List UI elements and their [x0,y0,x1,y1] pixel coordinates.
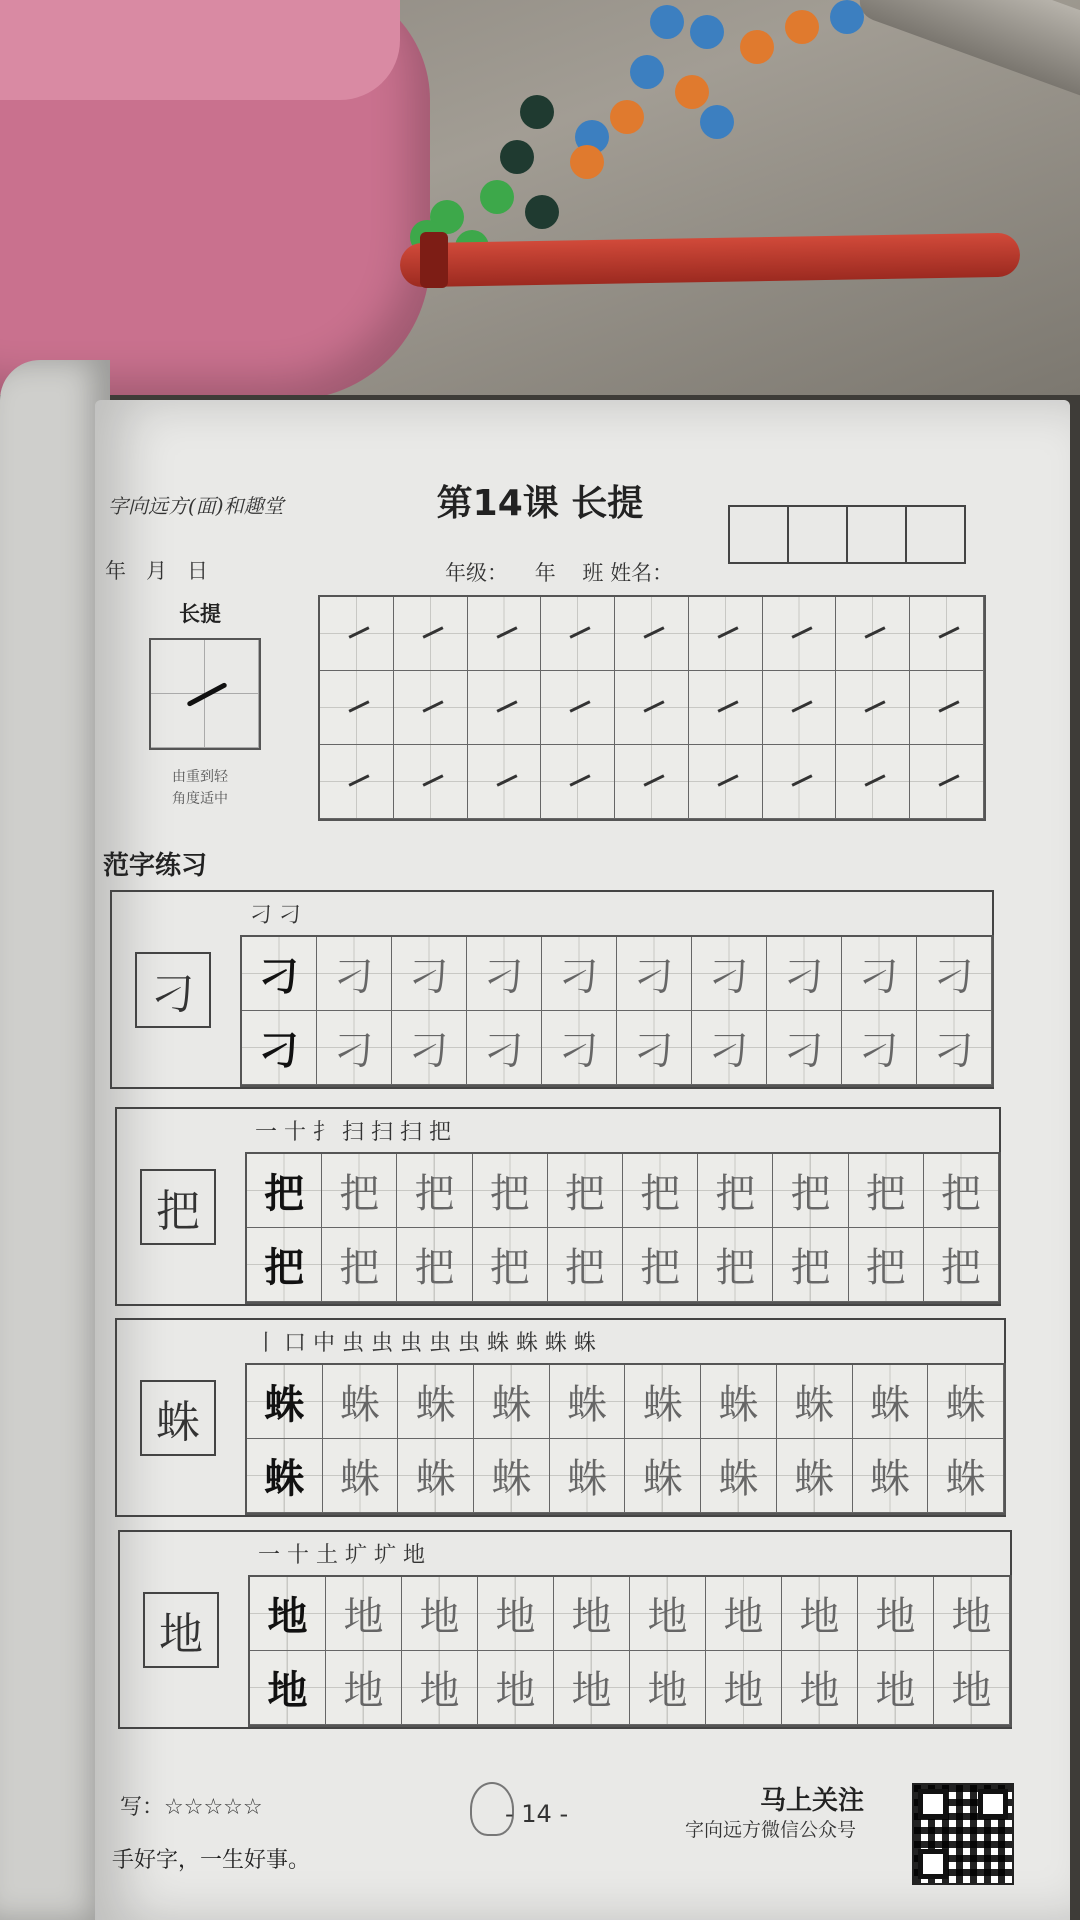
model-character-cell[interactable]: 蛛 [247,1439,323,1513]
traced-character-cell[interactable]: 地 [402,1577,478,1651]
stroke-hint [115,766,285,810]
model-character-box: 地 [143,1592,219,1668]
stroke-practice-cell[interactable] [615,597,689,671]
rising-stroke-icon [570,626,591,638]
model-character-box: 把 [140,1169,216,1245]
rising-stroke-icon [186,682,227,707]
traced-character-cell[interactable]: 地 [630,1651,706,1725]
stroke-order: 刁 刁 [250,903,301,928]
traced-character-cell[interactable]: 地 [326,1577,402,1651]
traced-character-cell[interactable]: 刁 [767,1011,842,1085]
rising-stroke-icon [865,700,886,712]
traced-character-cell[interactable]: 把 [397,1154,472,1228]
traced-character-cell[interactable]: 地 [326,1651,402,1725]
stroke-label: 长提 [179,602,221,626]
traced-character-cell[interactable]: 把 [548,1154,623,1228]
traced-character-cell[interactable]: 蛛 [398,1439,474,1513]
stroke-practice-cell[interactable] [910,671,984,745]
rising-stroke-icon [644,626,665,638]
stroke-practice-cell[interactable] [468,745,542,819]
traced-character-cell[interactable]: 蛛 [777,1439,853,1513]
model-character-cell[interactable]: 蛛 [247,1365,323,1439]
traced-character-cell[interactable]: 蛛 [928,1365,1004,1439]
rising-stroke-icon [939,774,960,786]
traced-character-cell[interactable]: 刁 [542,937,617,1011]
stroke-practice-cell[interactable] [689,745,763,819]
traced-character-cell[interactable]: 把 [849,1228,924,1302]
rising-stroke-icon [717,700,738,712]
rising-stroke-icon [496,626,517,638]
traced-character-cell[interactable]: 把 [924,1228,999,1302]
traced-character-cell[interactable]: 地 [934,1651,1010,1725]
traced-character-cell[interactable]: 刁 [617,1011,692,1085]
traced-character-cell[interactable]: 蛛 [323,1365,399,1439]
stroke-practice-cell[interactable] [320,597,394,671]
character-practice-grid [248,1575,1012,1727]
traced-character-cell[interactable]: 蛛 [853,1439,929,1513]
stroke-practice-cell[interactable] [320,671,394,745]
traced-character-cell[interactable]: 刁 [467,1011,542,1085]
traced-character-cell[interactable]: 地 [858,1577,934,1651]
traced-character-cell[interactable]: 地 [706,1651,782,1725]
rising-stroke-icon [644,774,665,786]
traced-character-cell[interactable]: 刁 [467,937,542,1011]
character-practice-grid [245,1363,1006,1515]
stroke-practice-cell[interactable] [763,597,837,671]
stroke-practice-cell[interactable] [541,745,615,819]
traced-character-cell[interactable]: 蛛 [323,1439,399,1513]
rising-stroke-icon [939,700,960,712]
stroke-order: 一 十 扌 扫 扫 扫 把 [255,1120,451,1145]
section-title: 范字练习 [103,851,208,881]
grade-name-line: 年级： 年 班 姓名： [445,561,674,585]
stroke-demo-panel [115,598,315,818]
stroke-hint-line1: 由重到轻 [172,769,228,785]
traced-character-cell[interactable]: 蛛 [701,1439,777,1513]
traced-character-cell[interactable]: 蛛 [398,1365,474,1439]
rising-stroke-icon [570,700,591,712]
stroke-order: 丨 口 中 虫 虫 虫 虫 虫 蛛 蛛 蛛 蛛 [255,1331,596,1356]
stroke-practice-cell[interactable] [910,745,984,819]
traced-character-cell[interactable]: 蛛 [625,1365,701,1439]
traced-character-cell[interactable]: 蛛 [474,1439,550,1513]
stroke-practice-cell[interactable] [836,671,910,745]
traced-character-cell[interactable]: 地 [782,1577,858,1651]
model-character-cell[interactable]: 地 [250,1651,326,1725]
rising-stroke-icon [348,626,369,638]
traced-character-cell[interactable]: 刁 [692,1011,767,1085]
stroke-practice-cell[interactable] [763,745,837,819]
traced-character-cell[interactable]: 把 [849,1154,924,1228]
rising-stroke-icon [644,700,665,712]
stroke-practice-grid [318,595,986,821]
stroke-practice-cell[interactable] [615,671,689,745]
stroke-practice-cell[interactable] [689,597,763,671]
publisher-logo-text: 字向远方(面)和趣堂 [108,494,284,518]
character-practice-grid [245,1152,1001,1304]
traced-character-cell[interactable]: 蛛 [777,1365,853,1439]
rising-stroke-icon [496,774,517,786]
traced-character-cell[interactable]: 地 [402,1651,478,1725]
stroke-practice-cell[interactable] [468,597,542,671]
stroke-practice-cell[interactable] [541,597,615,671]
stroke-hint-line2: 角度适中 [172,791,228,807]
stroke-practice-cell[interactable] [910,597,984,671]
traced-character-cell[interactable]: 把 [623,1154,698,1228]
model-character-cell[interactable]: 把 [247,1154,322,1228]
page-number: - 14 - [505,1800,569,1828]
traced-character-cell[interactable]: 刁 [692,937,767,1011]
rising-stroke-icon [939,626,960,638]
traced-character-cell[interactable]: 蛛 [853,1365,929,1439]
traced-character-cell[interactable]: 把 [548,1228,623,1302]
traced-character-cell[interactable]: 把 [322,1228,397,1302]
traced-character-cell[interactable]: 把 [698,1228,773,1302]
traced-character-cell[interactable]: 蛛 [550,1439,626,1513]
stroke-practice-cell[interactable] [689,671,763,745]
stroke-practice-cell[interactable] [763,671,837,745]
traced-character-cell[interactable]: 地 [934,1577,1010,1651]
traced-character-cell[interactable]: 刁 [917,937,992,1011]
traced-character-cell[interactable]: 蛛 [625,1439,701,1513]
pink-pencil-case [0,0,430,400]
traced-character-cell[interactable]: 蛛 [928,1439,1004,1513]
traced-character-cell[interactable]: 地 [858,1651,934,1725]
traced-character-cell[interactable]: 地 [630,1577,706,1651]
rising-stroke-icon [791,700,812,712]
traced-character-cell[interactable]: 刁 [842,1011,917,1085]
wechat-label: 字向远方微信公众号 [685,1819,857,1841]
rising-stroke-icon [348,774,369,786]
rising-stroke-icon [865,626,886,638]
traced-character-cell[interactable]: 地 [554,1651,630,1725]
rising-stroke-icon [865,774,886,786]
rising-stroke-icon [791,626,812,638]
stroke-practice-cell[interactable] [394,745,468,819]
stroke-demo-box [149,638,261,750]
traced-character-cell[interactable]: 蛛 [701,1365,777,1439]
traced-character-cell[interactable]: 把 [698,1154,773,1228]
model-character-box: 蛛 [140,1380,216,1456]
stroke-practice-cell[interactable] [836,745,910,819]
traced-character-cell[interactable]: 刁 [317,937,392,1011]
rising-stroke-icon [717,626,738,638]
rising-stroke-icon [422,700,443,712]
traced-character-cell[interactable]: 刁 [617,937,692,1011]
traced-character-cell[interactable]: 地 [782,1651,858,1725]
model-character-cell[interactable]: 刁 [242,1011,317,1085]
stroke-practice-cell[interactable] [836,597,910,671]
character-practice-grid [240,935,994,1087]
traced-character-cell[interactable]: 地 [478,1577,554,1651]
traced-character-cell[interactable]: 蛛 [550,1365,626,1439]
rating-stars: 写：☆☆☆☆☆ [120,1795,263,1820]
model-character-cell[interactable]: 把 [247,1228,322,1302]
rising-stroke-icon [422,626,443,638]
motto: 手好字，一生好事。 [112,1848,311,1873]
rising-stroke-icon [717,774,738,786]
stroke-practice-cell[interactable] [541,671,615,745]
traced-character-cell[interactable]: 把 [924,1154,999,1228]
traced-character-cell[interactable]: 把 [322,1154,397,1228]
traced-character-cell[interactable]: 把 [773,1228,848,1302]
stroke-order: 一 十 土 圹 圹 地 [258,1543,425,1568]
traced-character-cell[interactable]: 刁 [917,1011,992,1085]
rising-stroke-icon [348,700,369,712]
traced-character-cell[interactable]: 把 [473,1228,548,1302]
model-character-cell[interactable]: 刁 [242,937,317,1011]
traced-character-cell[interactable]: 蛛 [474,1365,550,1439]
stroke-practice-cell[interactable] [320,745,394,819]
traced-character-cell[interactable]: 刁 [392,937,467,1011]
stroke-practice-cell[interactable] [468,671,542,745]
left-page-edge [0,360,110,1920]
traced-character-cell[interactable]: 地 [706,1577,782,1651]
traced-character-cell[interactable]: 地 [554,1577,630,1651]
stroke-practice-cell[interactable] [615,745,689,819]
traced-character-cell[interactable]: 刁 [317,1011,392,1085]
rising-stroke-icon [422,774,443,786]
rising-stroke-icon [570,774,591,786]
rising-stroke-icon [791,774,812,786]
traced-character-cell[interactable]: 刁 [767,937,842,1011]
traced-character-cell[interactable]: 把 [623,1228,698,1302]
traced-character-cell[interactable]: 刁 [842,937,917,1011]
lesson-title: 第14课 长提 [436,483,644,524]
name-boxes [728,505,966,564]
traced-character-cell[interactable]: 把 [473,1154,548,1228]
date-line: 年 月 日 [105,559,209,583]
stroke-practice-cell[interactable] [394,597,468,671]
rising-stroke-icon [496,700,517,712]
follow-label: 马上关注 [760,1786,865,1816]
model-character-box: 刁 [135,952,211,1028]
stroke-practice-cell[interactable] [394,671,468,745]
pen-cap [420,232,448,288]
traced-character-cell[interactable]: 把 [397,1228,472,1302]
model-character-cell[interactable]: 地 [250,1577,326,1651]
traced-character-cell[interactable]: 刁 [542,1011,617,1085]
traced-character-cell[interactable]: 地 [478,1651,554,1725]
qr-code-icon [912,1783,1014,1885]
traced-character-cell[interactable]: 把 [773,1154,848,1228]
traced-character-cell[interactable]: 刁 [392,1011,467,1085]
